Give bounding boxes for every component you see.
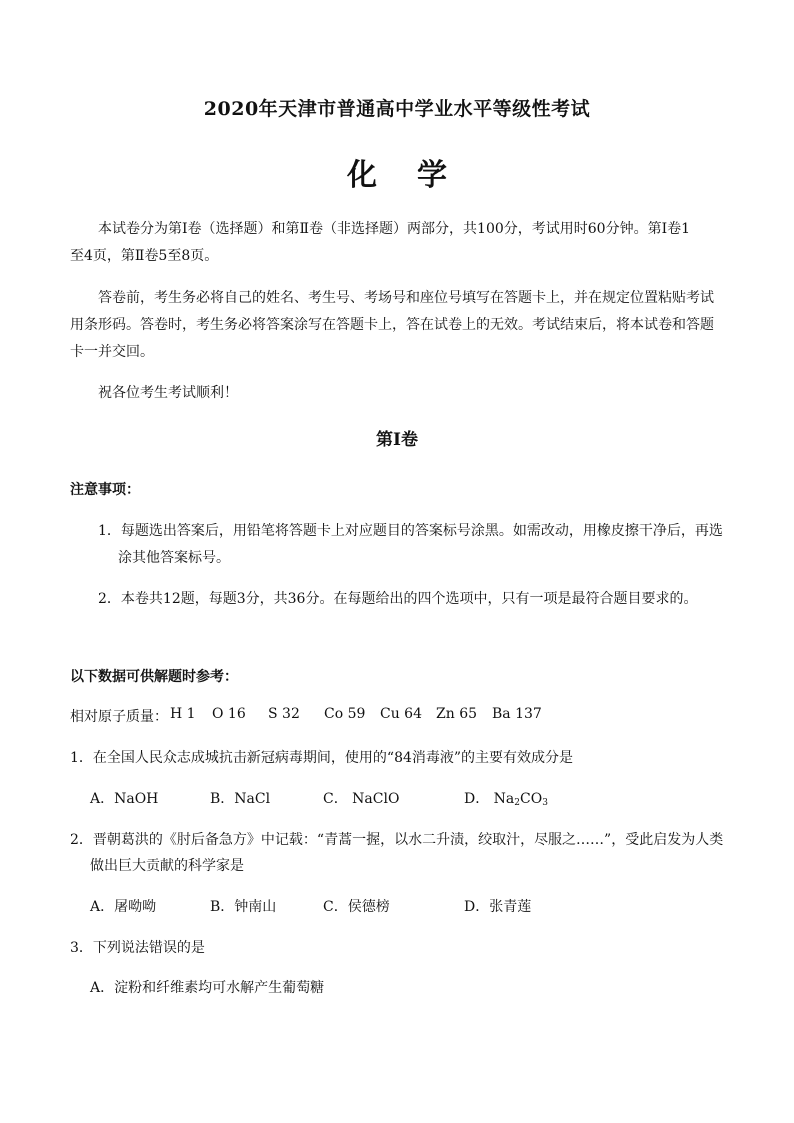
question-1-option-b: B．NaCl (210, 791, 271, 807)
atomic-mass-h: H 1 (170, 706, 196, 722)
intro-paragraph-2-line-3: 卡一并交回。 (70, 344, 154, 360)
notes-heading: 注意事项： (70, 482, 140, 498)
question-2-option-c: C．侯德榜 (323, 899, 390, 915)
intro-paragraph-1-line-1: 本试卷分为第Ⅰ卷（选择题）和第Ⅱ卷（非选择题）两部分，共100分，考试用时60分钟。第Ⅰ卷1 (98, 221, 691, 237)
question-2-option-b: B．钟南山 (210, 899, 277, 915)
question-3-stem: 3．下列说法错误的是 (70, 940, 205, 956)
question-3-option-a: A．淀粉和纤维素均可水解产生葡萄糖 (90, 980, 325, 996)
question-2-stem-line-2: 做出巨大贡献的科学家是 (90, 858, 244, 874)
question-1-option-d (464, 788, 548, 808)
note-1-line-2: 涂其他答案标号。 (118, 550, 230, 566)
question-1-option-c: C． NaClO (323, 791, 400, 807)
section-title: 第Ⅰ卷 (376, 430, 418, 450)
intro-paragraph-1-line-2: 至4页，第Ⅱ卷5至8页。 (70, 248, 219, 264)
question-2-option-a: A．屠呦呦 (90, 899, 157, 915)
intro-paragraph-3: 祝各位考生考试顺利！ (98, 385, 238, 401)
atomic-mass-ba: Ba 137 (492, 706, 542, 722)
question-1-option-d-mid: CO (520, 791, 543, 807)
atomic-mass-zn: Zn 65 (436, 706, 478, 722)
atomic-mass-s: S 32 (268, 706, 300, 722)
atomic-mass-label: 相对原子质量： (70, 709, 168, 725)
question-1-option-d-sub2: 3 (542, 798, 548, 808)
atomic-mass-co: Co 59 (324, 706, 366, 722)
question-1-option-a: A．NaOH (90, 791, 159, 807)
question-1-stem: 1．在全国人民众志成城抗击新冠病毒期间，使用的“84消毒液”的主要有效成分是 (70, 750, 574, 766)
exam-title: 2020年天津市普通高中学业水平等级性考试 (203, 98, 591, 120)
reference-heading: 以下数据可供解题时参考： (70, 669, 238, 685)
atomic-mass-o: O 16 (212, 706, 246, 722)
question-2-stem-line-1: 2．晋朝葛洪的《肘后备急方》中记载：“青蒿一握，以水二升渍，绞取汁，尽服之……”，受此启发为人类 (70, 832, 724, 848)
atomic-mass-row (70, 706, 542, 726)
intro-paragraph-2-line-1: 答卷前，考生务必将自己的姓名、考生号、考场号和座位号填写在答题卡上，并在规定位置粘贴考试 (98, 290, 714, 306)
note-2: 2．本卷共12题，每题3分，共36分。在每题给出的四个选项中，只有一项是最符合题目要求的。 (98, 591, 698, 607)
subject-title: 化学 (347, 158, 487, 193)
question-1-option-d-prefix: D． Na (464, 791, 515, 807)
atomic-mass-cu: Cu 64 (380, 706, 422, 722)
note-1-line-1: 1．每题选出答案后，用铅笔将答题卡上对应题目的答案标号涂黑。如需改动，用橡皮擦干净后，再选 (98, 523, 723, 539)
intro-paragraph-2-line-2: 用条形码。答卷时，考生务必将答案涂写在答题卡上，答在试卷上的无效。考试结束后，将本试卷和答题 (70, 317, 714, 333)
question-1-option-d-sub1: 2 (514, 798, 521, 808)
question-2-option-d: D．张青莲 (464, 899, 532, 915)
